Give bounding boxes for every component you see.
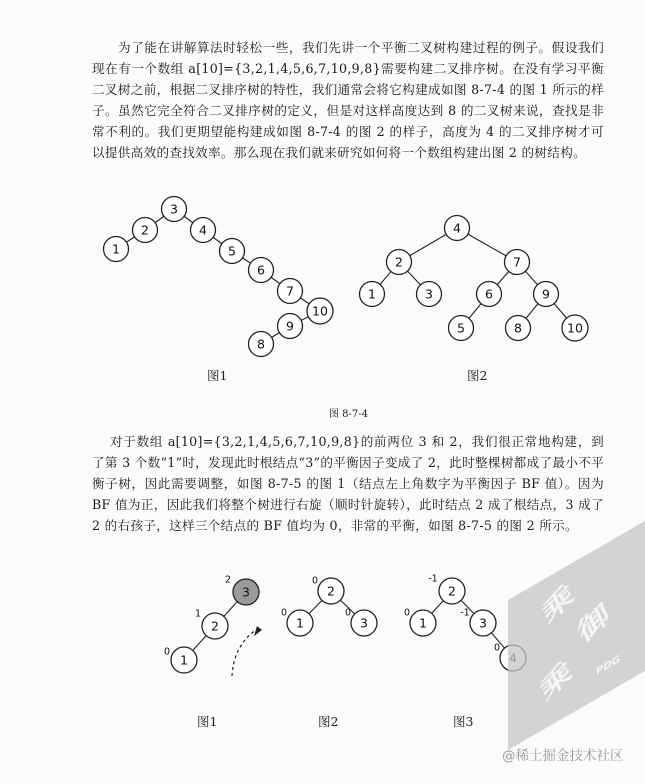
- rotation-fig1-node: [202, 613, 228, 639]
- bf-label: 0: [163, 646, 171, 658]
- rotation-fig3-node: [439, 578, 465, 604]
- figure-8-7-4-caption: 图 8-7-4: [329, 409, 369, 420]
- rotation-fig2-node: [287, 610, 313, 636]
- svg-text:2: 2: [141, 222, 149, 238]
- svg-text:4: 4: [453, 220, 461, 236]
- bf-label: 1: [194, 608, 202, 620]
- svg-text:1: 1: [419, 615, 427, 631]
- svg-text:4: 4: [199, 222, 207, 238]
- svg-text:1: 1: [368, 286, 376, 302]
- bf-label: 0: [403, 607, 411, 619]
- svg-text:2: 2: [395, 254, 403, 270]
- rotation-fig1-node: [233, 579, 259, 605]
- svg-text:3: 3: [479, 615, 487, 631]
- rotation-fig2-node: [351, 610, 377, 636]
- svg-text:1: 1: [112, 241, 120, 257]
- rotation-fig1: [164, 575, 262, 677]
- rotate-arrow-icon: [232, 630, 256, 676]
- bf-label: 2: [224, 574, 232, 586]
- svg-text:3: 3: [170, 201, 178, 217]
- arrow-head-icon: [254, 626, 262, 636]
- svg-text:10: 10: [312, 303, 328, 319]
- rotation-fig2-node: [318, 578, 344, 604]
- svg-text:3: 3: [360, 615, 368, 631]
- rotation-fig3-node: [410, 610, 436, 636]
- svg-text:8: 8: [257, 336, 265, 352]
- fig-8-7-5-fig1-caption: 图1: [197, 714, 218, 729]
- svg-text:2: 2: [327, 583, 335, 599]
- rotation-paragraph: 对于数组 a[10]={3,2,1,4,5,6,7,10,9,8}的前两位 3 和 2，我们很正常地构建，到了第 3 个数“1”时，发现此时根结点“3”的平衡因子变成了 2，此时整棵树都成了最小不平衡子树，因此需要调整，如图 8-7-5 的图 1（结点左上角数字为平衡因子 BF 值）。因为 BF 值为正，因此我们将整个树进行右旋（顺时针旋转），此时结点 2 成了根结点，3 成了 2 的右孩子，这样三个结点的 BF 值均为 0，非常的平衡，如图 8-7-5 的图 2 所示。: [92, 434, 604, 533]
- fig-8-7-4-fig1-caption: 图1: [207, 368, 228, 383]
- svg-text:7: 7: [513, 254, 521, 270]
- bf-label: 0: [280, 607, 288, 619]
- rotation-fig3-node: [470, 610, 496, 636]
- svg-text:9: 9: [542, 286, 550, 302]
- library-stamp: 乘 御 乘 PDG: [508, 519, 645, 750]
- rotation-fig1-node: [171, 647, 197, 673]
- svg-text:5: 5: [228, 243, 236, 259]
- svg-text:6: 6: [485, 286, 493, 302]
- site-watermark: @稀土掘金技术社区: [502, 748, 624, 764]
- bf-label: 0: [493, 642, 501, 654]
- fig-8-7-4-fig2-caption: 图2: [467, 368, 488, 383]
- svg-text:2: 2: [211, 618, 219, 634]
- svg-text:2: 2: [448, 583, 456, 599]
- intro-paragraph: 为了能在讲解算法时轻松一些，我们先讲一个平衡二叉树构建过程的例子。假设我们现在有一个数组 a[10]={3,2,1,4,5,6,7,10,9,8}需要构建二叉排序树。在没有学习平衡二叉树之前，根据二叉排序树的特性，我们通常会将它构建成如图 8-7-4 的图 1 所示的样子。虽然它完全符合二叉排序树的定义，但是对这样高度达到 8 的二叉树来说，查找是非常不利的。我们更期望能构建成如图 8-7-4 的图 2 的样子，高度为 4 的二叉排序树才可以提供高效的查找效率。那么现在我们就来研究如何将一个数组构建出图 2 的树结构。: [92, 40, 604, 160]
- fig-8-7-5-fig3-caption: 图3: [453, 714, 474, 729]
- bf-label: 0: [311, 575, 319, 587]
- svg-text:5: 5: [457, 320, 465, 336]
- fig-8-7-5-fig2-caption: 图2: [318, 714, 339, 729]
- rotation-fig2: [281, 576, 377, 637]
- svg-text:9: 9: [286, 318, 294, 334]
- svg-text:6: 6: [257, 262, 265, 278]
- bf-label: -1: [428, 573, 438, 585]
- bf-label: 0: [344, 607, 352, 619]
- svg-text:3: 3: [242, 584, 250, 600]
- svg-text:1: 1: [296, 615, 304, 631]
- svg-text:3: 3: [425, 286, 433, 302]
- svg-text:8: 8: [514, 320, 522, 336]
- svg-text:1: 1: [180, 652, 188, 668]
- bf-label: -1: [460, 607, 470, 619]
- svg-text:7: 7: [286, 283, 294, 299]
- svg-text:10: 10: [567, 320, 583, 336]
